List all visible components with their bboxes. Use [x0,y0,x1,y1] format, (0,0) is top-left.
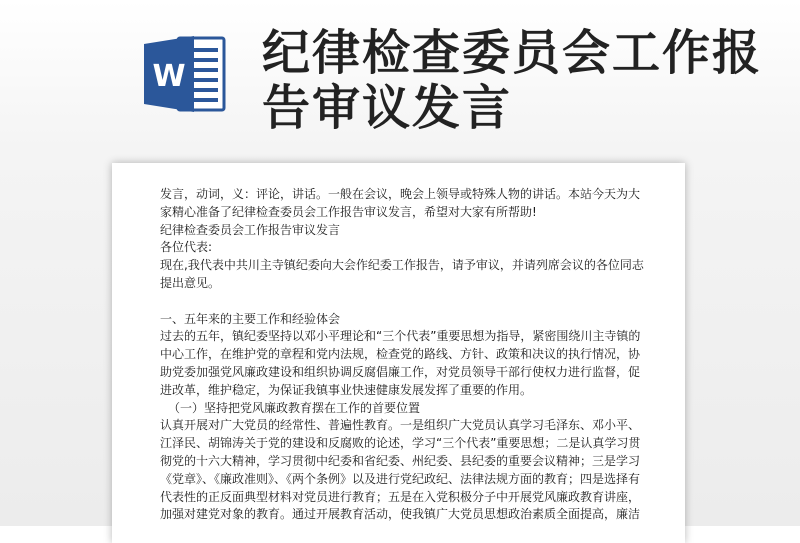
subsection-heading: （一）坚持把党风廉政教育摆在工作的首要位置 [168,400,421,415]
paragraph-heading: 纪律检查委员会工作报告审议发言 [160,222,341,237]
paragraph-blank [160,293,644,311]
paragraph-review: 过去的五年，镇纪委坚持以邓小平理论和“三个代表”重要思想为指导，紧密围绕川主寺镇的中心工作，在维护党的章程和党内法规，检查党的路线、方针、政策和决议的执行情况，协助党委加强党风廉政建设和组织协调反腐倡廉工作，对党员领导干部行使权力进行监督，促进改革，维护稳定，为保证我镇事业快速健康发展发挥了重要的作用。 [160,329,641,397]
paragraph-salutation: 各位代表: [160,240,213,255]
paragraph-education: 认真开展对广大党员的经常性、普遍性教育。一是组织广大党员认真学习毛泽东、邓小平、江泽民、胡锦涛关于党的建设和反腐败的论述，学习“三个代表”重要思想；二是认真学习贯彻党的十六大精神，学习贯彻中纪委和省纪委、州纪委、县纪委的重要会议精神；三是学习《党章》、《廉政准则》、《两个条例》以及进行党纪政纪、法律法规方面的教育；四是选择有代表性的正反面典型材料对党员进行教育；五是在入党积极分子中开展党风廉政教育讲座，加强对建党对象的教育。通过开展教育活动，使我镇广大党员思想政治素质全面提高，廉洁 [160,418,641,522]
word-icon-letter: W [152,59,186,94]
paragraph-intro: 发言，动词，义：评论，讲话。一般在会议，晚会上领导或特殊人物的讲话。本站今天为大家精心准备了纪律检查委员会工作报告审议发言，希望对大家有所帮助! [160,187,641,219]
paragraph-opening: 现在,我代表中共川主寺镇纪委向大会作纪委工作报告，请予审议，并请列席会议的各位同志提出意见。 [160,258,644,290]
document-body [160,186,644,524]
document-title: 纪律检查委员会工作报告审议发言 [262,25,763,136]
section-heading: 一、五年来的主要工作和经验体会 [160,311,341,326]
word-document-icon [144,34,228,114]
